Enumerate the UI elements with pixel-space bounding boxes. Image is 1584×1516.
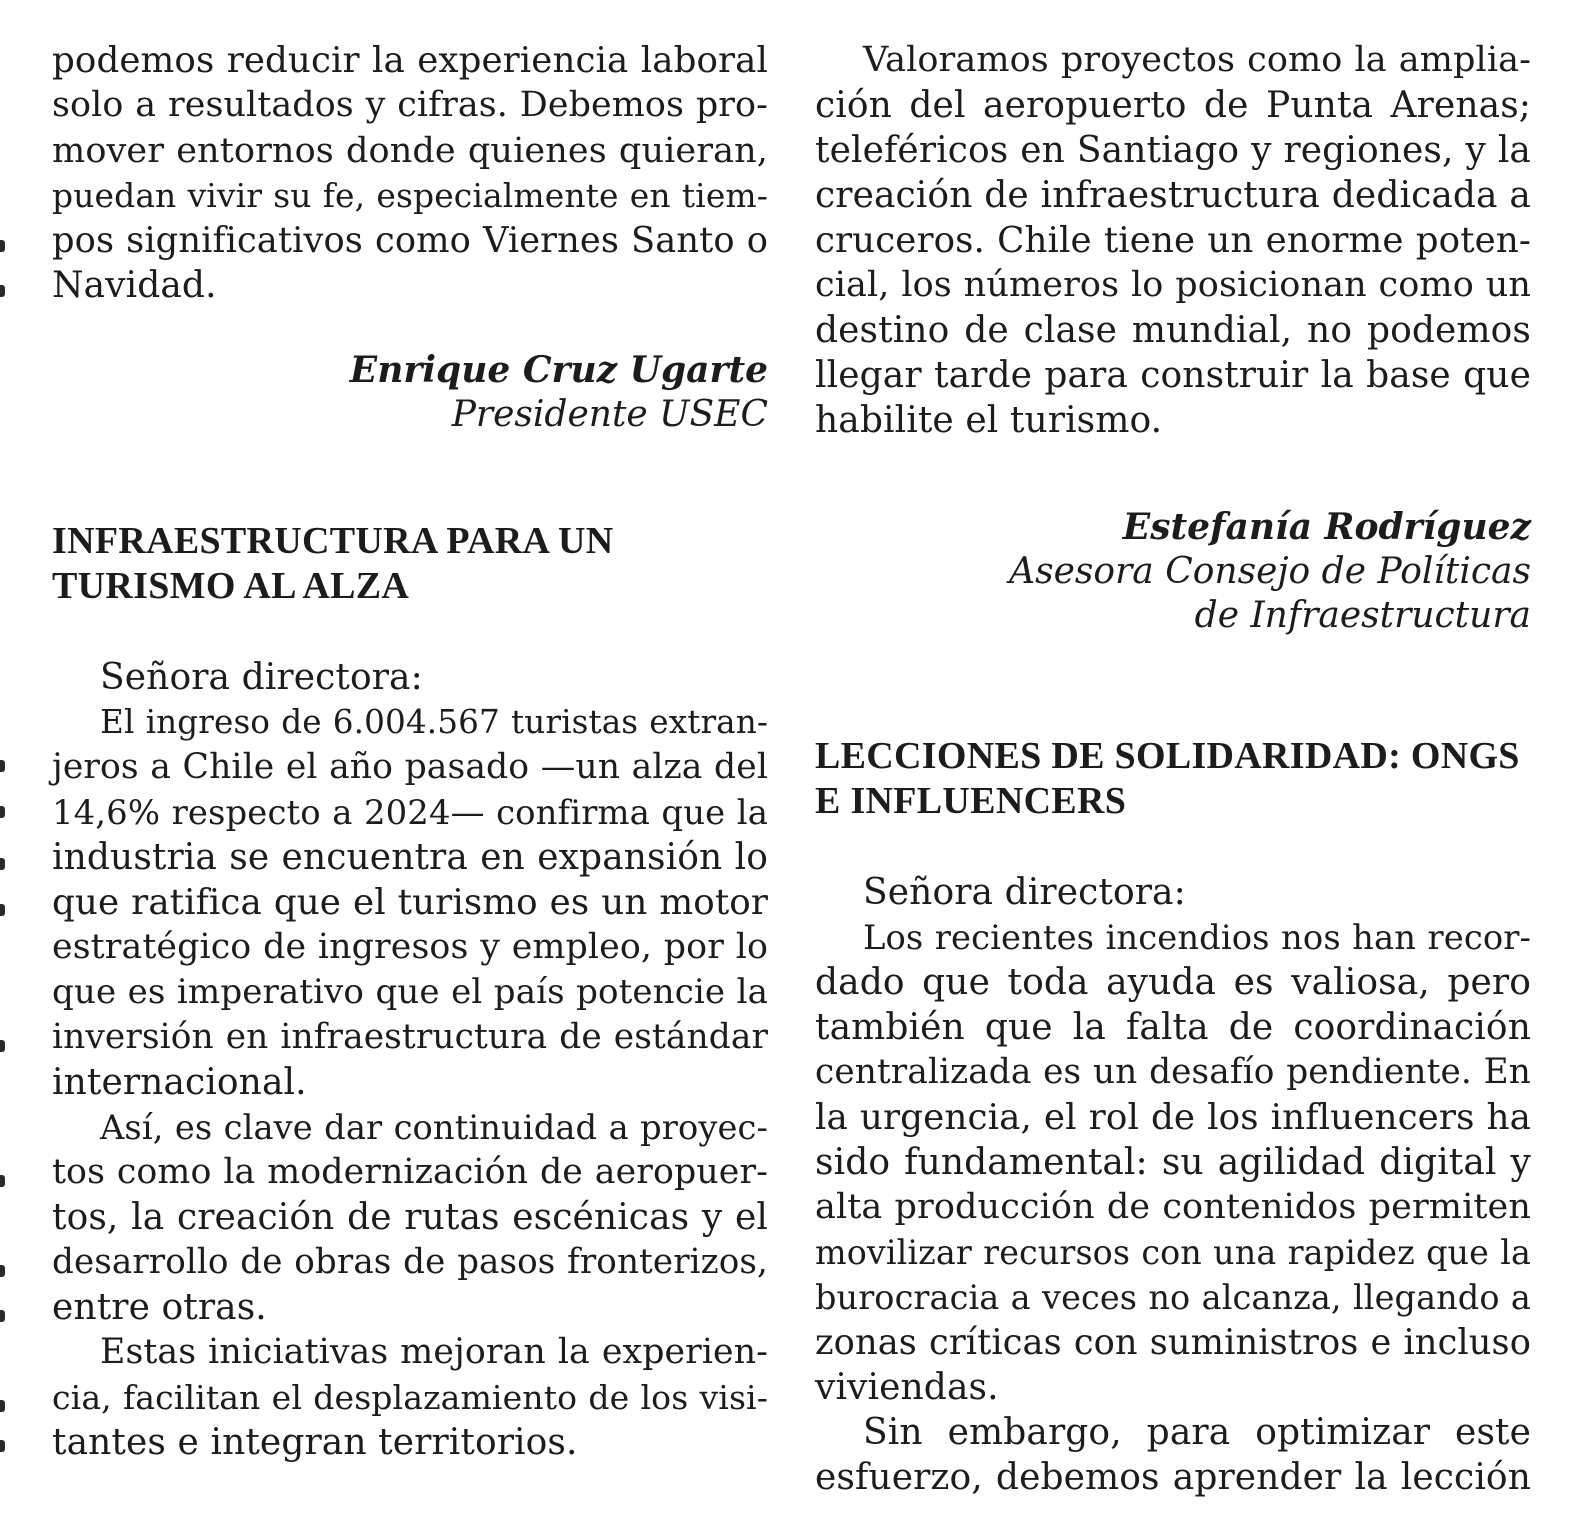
text-line: alta producción de contenidos permiten [815, 1187, 1531, 1227]
article-1-signature [52, 348, 768, 437]
left-edge-fragments [0, 0, 10, 1516]
edge-fragment [0, 285, 5, 297]
text-line: solo a resultados y cifras. Debemos pro- [52, 85, 768, 125]
article-2-headline [52, 519, 768, 609]
article-3-body [815, 870, 1531, 1500]
salutation: Señora directora: [863, 872, 1186, 913]
text-line: llegar tarde para construir la base que [815, 355, 1531, 396]
text-line: tos, la creación de rutas escénicas y el [52, 1197, 768, 1238]
text-line: Así, es clave dar continuidad a proyec- [100, 1108, 768, 1147]
edge-fragment [0, 858, 5, 870]
headline-line: TURISMO AL ALZA [52, 565, 410, 607]
text-line: entre otras. [52, 1287, 267, 1328]
article-1-body-tail [52, 38, 768, 308]
edge-fragment [0, 240, 5, 252]
edge-fragment [0, 1265, 5, 1277]
right-column [815, 38, 1531, 1500]
text-line: Valoramos proyectos como la amplia- [863, 40, 1531, 80]
text-line: inversión en infraestructura de estándar [52, 1017, 768, 1057]
text-line: la urgencia, el rol de los influencers ha [815, 1097, 1531, 1138]
headline-line: E INFLUENCERS [815, 780, 1127, 822]
text-line: estratégico de ingresos y empleo, por lo [52, 927, 768, 967]
edge-fragment [0, 1175, 5, 1187]
text-line: burocracia a veces no alcanza, llegando a [815, 1278, 1531, 1317]
text-line: Sin embargo, para optimizar este [863, 1412, 1531, 1453]
edge-fragment [0, 904, 5, 916]
text-line: El ingreso de 6.004.567 turistas extran- [100, 703, 768, 741]
text-line: internacional. [52, 1062, 307, 1103]
headline-line: LECCIONES DE SOLIDARIDAD: ONGS [815, 735, 1520, 777]
text-line: destino de clase mundial, no podemos [815, 310, 1531, 351]
text-line: cia, facilitan el desplazamiento de los visi- [52, 1378, 768, 1417]
headline-line: INFRAESTRUCTURA PARA UN [52, 520, 614, 562]
text-line: que es imperativo que el país potencie la [52, 972, 768, 1012]
text-line: tos como la modernización de aeropuer- [52, 1152, 768, 1192]
text-line: ción del aeropuerto de Punta Arenas; [815, 85, 1531, 126]
text-line: tantes e integran territorios. [52, 1422, 578, 1463]
article-2-body-continued [815, 38, 1531, 443]
signature-name: Enrique Cruz Ugarte [349, 349, 768, 391]
text-line: movilizar recursos con una rapidez que la [815, 1233, 1531, 1272]
left-column [52, 38, 768, 1465]
salutation: Señora directora: [100, 657, 423, 698]
text-line: zonas críticas con suministros e incluso [815, 1322, 1531, 1363]
text-line: viviendas. [815, 1367, 999, 1408]
text-line: puedan vivir su fe, especialmente en tiem- [52, 176, 768, 215]
edge-fragment [0, 1040, 5, 1052]
text-line: dado que toda ayuda es valiosa, pero [815, 962, 1531, 1003]
text-line: cruceros. Chile tiene un enorme poten- [815, 220, 1531, 261]
signature-role: Presidente USEC [451, 394, 768, 435]
text-line: 14,6% respecto a 2024— confirma que la [52, 793, 768, 832]
text-line: Los recientes incendios nos han recor- [863, 918, 1531, 957]
text-line: Estas iniciativas mejoran la experien- [100, 1332, 768, 1372]
text-line: desarrollo de obras de pasos fronterizos, [52, 1242, 768, 1282]
text-line: centralizada es un desafío pendiente. En [815, 1052, 1531, 1092]
edge-fragment [0, 1440, 5, 1452]
signature-role: de Infraestructura [1194, 595, 1531, 636]
text-line: esfuerzo, debemos aprender la lección [815, 1457, 1531, 1498]
text-line: Navidad. [52, 265, 217, 306]
signature-name: Estefanía Rodríguez [1122, 506, 1531, 548]
text-line: teleféricos en Santiago y regiones, y la [815, 130, 1531, 171]
text-line: jeros a Chile el año pasado —un alza del [52, 747, 768, 787]
text-line: podemos reducir la experiencia laboral [52, 40, 768, 81]
article-2-signature [815, 505, 1531, 638]
text-line: mover entornos donde quienes quieran, [52, 130, 768, 171]
text-line: sido fundamental: su agilidad digital y [815, 1142, 1531, 1183]
text-line: también que la falta de coordinación [815, 1007, 1531, 1048]
text-line: cial, los números lo posicionan como un [815, 265, 1531, 305]
signature-role: Asesora Consejo de Políticas [1009, 551, 1531, 592]
edge-fragment [0, 806, 5, 818]
edge-fragment [0, 1400, 5, 1412]
text-line: habilite el turismo. [815, 400, 1163, 441]
edge-fragment [0, 760, 5, 772]
text-line: que ratifica que el turismo es un motor [52, 882, 768, 923]
article-3-headline [815, 734, 1531, 824]
text-line: creación de infraestructura dedicada a [815, 175, 1531, 216]
edge-fragment [0, 1310, 5, 1322]
article-2-body [52, 655, 768, 1465]
text-line: industria se encuentra en expansión lo [52, 837, 768, 878]
text-line: pos significativos como Viernes Santo o [52, 220, 768, 261]
